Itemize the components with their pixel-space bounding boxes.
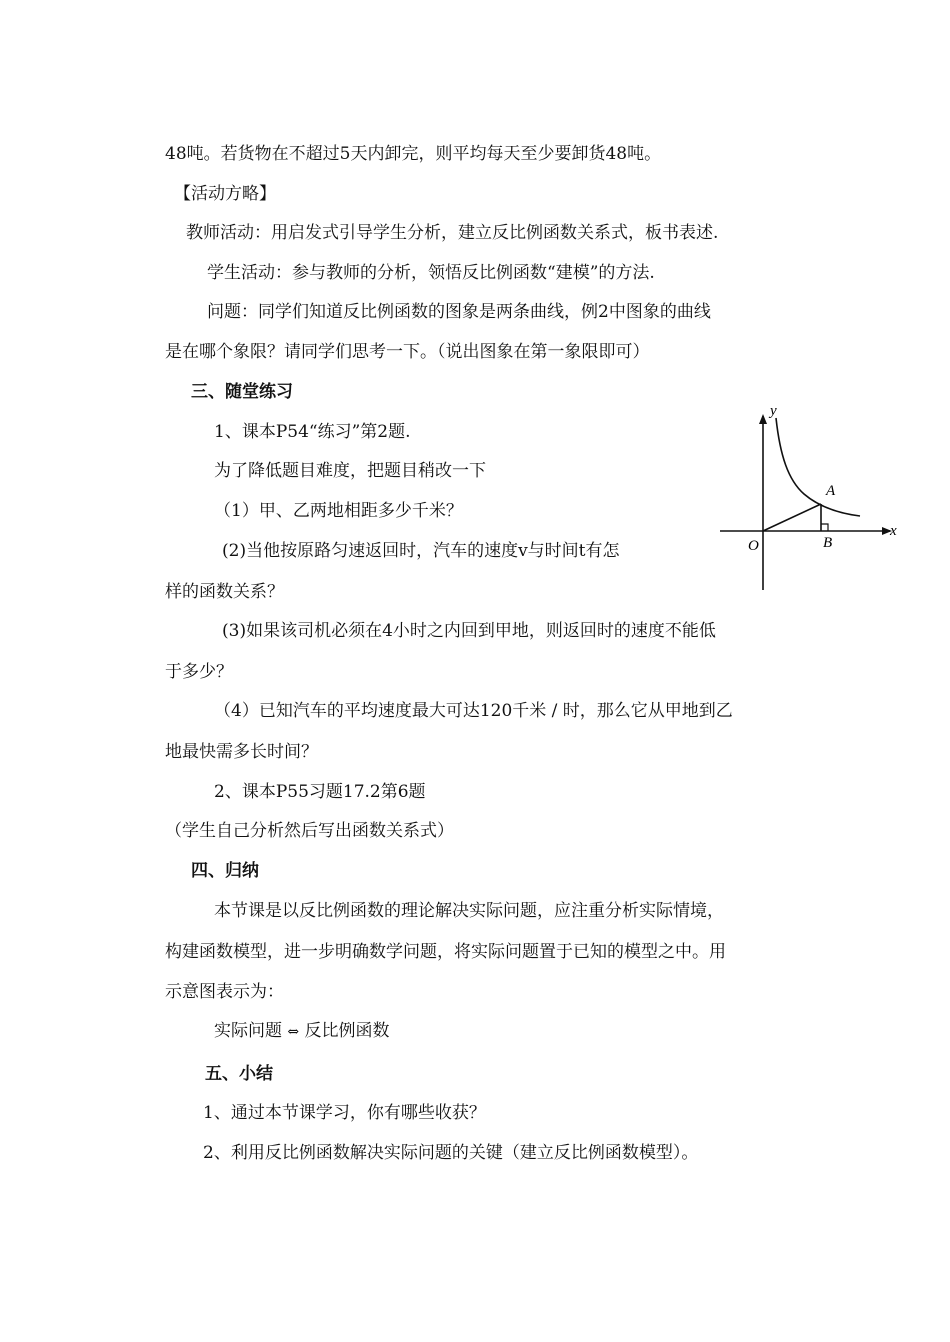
inverse-function-label: 反比例函数 (304, 1021, 390, 1041)
equivalence-symbol: ⇔ (287, 1024, 300, 1040)
text-line: （4）已知汽车的平均速度最大可达120千米 / 时，那么它从甲地到乙 (214, 701, 733, 721)
text-line: 是在哪个象限？请同学们思考一下。（说出图象在第一象限即可） (165, 342, 650, 362)
text-line: （学生自己分析然后写出函数关系式） (165, 821, 454, 841)
text-line: 48吨。若货物在不超过5天内卸完，则平均每天至少要卸货48吨。 (165, 144, 662, 164)
text-line: 2、课本P55习题17.2第6题 (214, 782, 426, 802)
point-a-label: A (826, 483, 836, 499)
text-line: 于多少？ (165, 662, 233, 682)
text-line: 为了降低题目难度，把题目稍改一下 (214, 461, 486, 481)
text-line: 学生活动：参与教师的分析，领悟反比例函数“建模”的方法. (207, 263, 655, 283)
model-line (214, 1020, 390, 1043)
right-angle-mark (821, 524, 828, 531)
text-line: (3)如果该司机必须在4小时之内回到甲地，则返回时的速度不能低 (222, 621, 716, 641)
text-line: (2)当他按原路匀速返回时，汽车的速度v与时间t有怎 (222, 541, 620, 561)
text-line: 样的函数关系？ (165, 582, 284, 602)
text-line: 2、利用反比例函数解决实际问题的关键（建立反比例函数模型）。 (203, 1143, 699, 1163)
text-line: 本节课是以反比例函数的理论解决实际问题，应注重分析实际情境， (214, 901, 724, 921)
text-line: 1、课本P54“练习”第2题. (214, 422, 411, 442)
text-line: 教师活动：用启发式引导学生分析，建立反比例函数关系式，板书表述. (186, 223, 719, 243)
text-line: 1、通过本节课学习，你有哪些收获？ (203, 1103, 486, 1123)
origin-label: O (748, 538, 759, 554)
text-line: 示意图表示为： (165, 982, 284, 1002)
section-heading-practice: 三、随堂练习 (191, 382, 293, 402)
hyperbola-curve (776, 418, 860, 516)
point-b-label: B (823, 535, 833, 551)
text-line: 地最快需多长时间？ (165, 742, 318, 762)
section-heading-activity: 【活动方略】 (174, 184, 276, 204)
inverse-function-graph (718, 400, 908, 595)
text-line: 构建函数模型，进一步明确数学问题，将实际问题置于已知的模型之中。用 (165, 942, 726, 962)
section-heading-conclusion: 五、小结 (205, 1064, 273, 1084)
segment-oa (763, 504, 821, 531)
x-axis-label: x (890, 523, 897, 539)
text-line: （1）甲、乙两地相距多少千米？ (214, 501, 463, 521)
text-line: 问题：同学们知道反比例函数的图象是两条曲线，例2中图象的曲线 (207, 302, 711, 322)
y-axis-label: y (770, 403, 777, 419)
real-problem-label: 实际问题 (214, 1021, 282, 1041)
section-heading-summary: 四、归纳 (191, 861, 259, 881)
